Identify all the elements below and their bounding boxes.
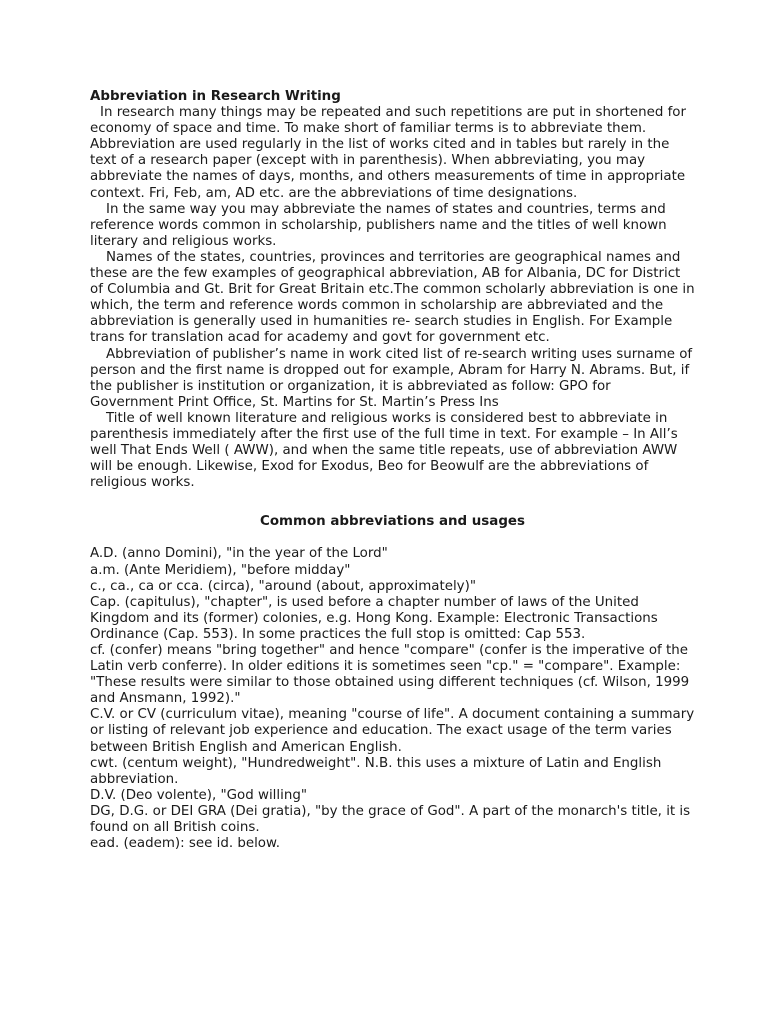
abbreviation-entry: A.D. (anno Domini), "in the year of the Lord"	[90, 546, 388, 562]
document-page	[90, 89, 695, 852]
body-paragraph: Title of well known literature and religious works is considered best to abbreviate in parenthesis immediately after the first use of the full time in text. For example – In All’s well That Ends Well ( AWW), and when the same title repeats, use of abbreviation AWW will be enough. Likewise, Exod for Exodus, Beo for Beowulf are the abbreviations of religious works.	[90, 410, 678, 491]
document-title: Abbreviation in Research Writing	[90, 89, 341, 104]
body-paragraph: In the same way you may abbreviate the names of states and countries, terms and reference words common in scholarship, publishers name and the titles of well known literary and religious works.	[90, 201, 667, 249]
abbreviation-entry: D.V. (Deo volente), "God willing"	[90, 787, 307, 803]
abbreviation-entry: ead. (eadem): see id. below.	[90, 836, 280, 852]
body-paragraph: In research many things may be repeated and such repetitions are put in shortened for economy of space and time. To make short of familiar terms is to abbreviate them. Abbreviation are used regularly in the list of works cited and in tables but rarely in the text of a research paper (except with in parenthesis). When abbreviating, you may abbreviate the names of days, months, and others measurements of time in appropriate context. Fri, Feb, am, AD etc. are the abbreviations of time designations.	[90, 105, 687, 201]
abbreviation-entry: cwt. (centum weight), "Hundredweight". N.B. this uses a mixture of Latin and English abbreviation.	[90, 755, 662, 787]
abbreviation-entry: cf. (confer) means "bring together" and hence "compare" (confer is the imperative of the Latin verb conferre). In older editions it is sometimes seen "cp." = "compare". Example: "These results were similar to those obtained using different techniques (cf. Wilson, 1999 and Ansmann, 1992)."	[90, 643, 690, 707]
abbreviation-list	[90, 546, 695, 852]
abbreviation-entry: DG, D.G. or DEI GRA (Dei gratia), "by the grace of God". A part of the monarch's title, it is found on all British coins.	[90, 803, 691, 836]
abbreviation-entry: C.V. or CV (curriculum vitae), meaning "course of life". A document containing a summary or listing of relevant job experience and education. The exact usage of the term varies between British English and American English.	[90, 707, 695, 755]
section-heading: Common abbreviations and usages	[260, 514, 525, 530]
body-paragraph: Names of the states, countries, provinces and territories are geographical names and these are the few examples of geographical abbreviation, AB for Albania, DC for District of Columbia and Gt. Brit for Great Britain etc.The common scholarly abbreviation is one in which, the term and reference words common in scholarship are abbreviated and the abbreviation is generally used in humanities re- search studies in English. For Example trans for translation acad for academy and govt for government etc.	[90, 249, 695, 346]
body-paragraph: Abbreviation of publisher’s name in work cited list of re-search writing uses surname of person and the first name is dropped out for example, Abram for Harry N. Abrams. But, if the publisher is institution or organization, it is abbreviated as follow: GPO for Government Print Office, St. Martins for St. Martin’s Press Ins	[90, 346, 693, 410]
abbreviation-entry: a.m. (Ante Meridiem), "before midday"	[90, 562, 351, 578]
abbreviation-entry: Cap. (capitulus), "chapter", is used before a chapter number of laws of the United Kingdom and its (former) colonies, e.g. Hong Kong. Example: Electronic Transactions Ordinance (Cap. 553). In some practices the full stop is omitted: Cap 553.	[90, 594, 658, 642]
abbreviation-entry: c., ca., ca or cca. (circa), "around (about, approximately)"	[90, 578, 476, 594]
